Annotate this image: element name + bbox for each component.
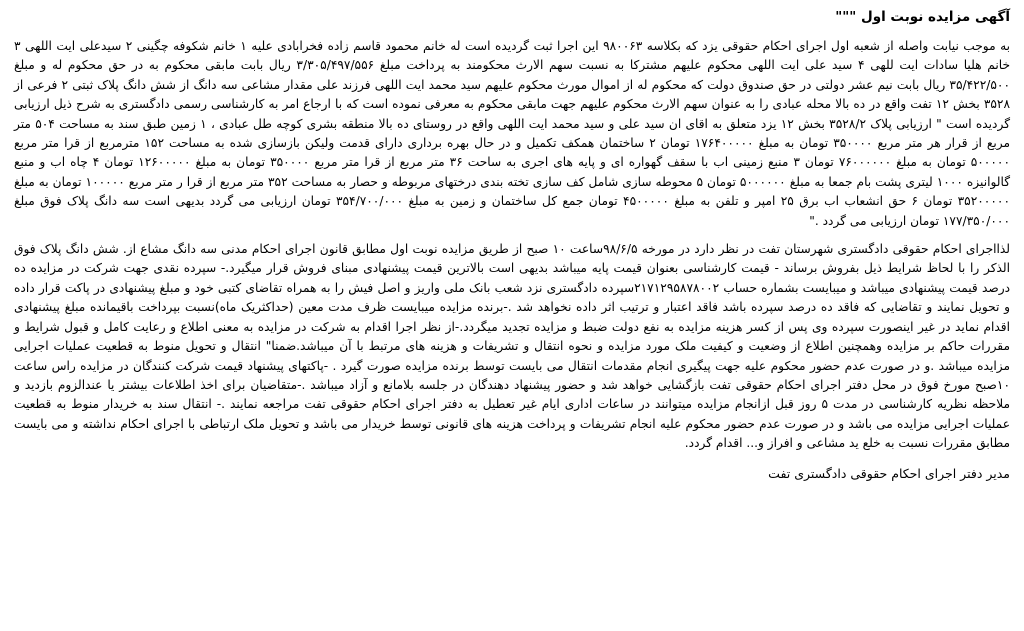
notice-title: آگهی مزایده نوبت اول """ [835, 9, 1010, 25]
notice-signature: مدیر دفتر اجرای احکام حقوقی دادگستری تفت [768, 465, 1010, 481]
notice-paragraph-case-details: به موجب نیابت واصله از شعبه اول اجرای احکام حقوقی یزد که بکلاسه ۹۸۰۰۶۳ این اجرا ثبت گردیده است له خانم محمود قاسم زاده فخرابادی علیه ۱ خانم شکوفه چگینی ۲ سیدعلی ایت اللهی ۳ خانم هلیا سادات ایت للهی ۴ سید علی ایت اللهی محکوم علیهم مشترکا به نسبت سهم الارث محکومند به پرداخت مبلغ ۳/۳۰۵/۴۹۷/۵۵۶ ریال بابت مابقی محکوم به در حق محکوم له و مبلغ ۳۵/۴۲۲/۵۰۰ ریال بابت نیم عشر دولتی در حق صندوق دولت که محکوم له از اموال مورث محکوم علیهم سید محمد ایت اللهی فرزند علی مقدار مشاعی سه دانگ از شش دانگ پلاک ثبتی ۲ فرعی از ۳۵۲۸ بخش ۱۲ تفت واقع در ده بالا محله عبادی را به عنوان سهم الارث محکوم علیهم جهت مابقی محکوم به معرفی نموده است که با ارجاع امر به کارشناسی رسمی دادگستری به شرح ذیل ارزیابی گردیده است " ارزیابی پلاک ۳۵۲۸/۲ بخش ۱۲ یزد متعلق به اقای ان سید علی و سید محمد ایت اللهی واقع در روستای ده بالا منطقه بشری کوچه طل عبادی ، ۱ زمین طبق سند به مساحت ۵۰۴ متر مربع از قرار هر متر مربع ۳۵۰۰۰۰ تومان به مبلغ ۱۷۶۴۰۰۰۰۰ تومان ۲ ساختمان همکف تکمیل و در حال بهره برداری دارای قدمت ولیکن بازسازی شده به مساحت ۱۵۲ مترمربع از قرا متر مربع ۵۰۰۰۰۰ تومان به مبلغ ۷۶۰۰۰۰۰۰ تومان ۳ منبع زمینی اب با سقف گهواره ای و پایه های اجری به ساحت ۳۶ متر مربع از قرا متر مربع ۳۵۰۰۰۰ تومان به مبلغ ۱۲۶۰۰۰۰۰ تومان ۴ چاه اب و منبع گالوانیزه ۱۰۰۰ لیتری پشت بام جمعا به مبلغ ۵۰۰۰۰۰۰ تومان ۵ محوطه سازی شامل کف سازی تخته بندی درختهای مربوطه و حصار به مساحت ۳۵۲ متر مربع از قرا ر متر مربع ۱۰۰۰۰۰ تومان به مبلغ ۳۵۲۰۰۰۰۰ تومان ۶ حق انشعاب اب برق ۲۵ امپر و تلفن به مبلغ ۴۵۰۰۰۰۰ تومان جمع کل ساختمان و زمین به مبلغ ۳۵۴/۷۰۰/۰۰۰ تومان ارزیابی می گردد بدیهی است سه دانگ پلاک فوق مبلغ ۱۷۷/۳۵۰/۰۰۰ تومان ارزیابی می گردد ." [14, 39, 1011, 228]
notice-paragraph-auction-terms: لذااجرای احکام حقوقی دادگستری شهرستان تفت در نظر دارد در مورخه ۹۸/۶/۵ساعت ۱۰ صبح از طریق مزایده نوبت اول مطابق قانون اجرای احکام مدنی سه دانگ مشاع از. شش دانگ پلاک فوق الذکر را با لحاظ شرایط ذیل بفروش برساند - قیمت کارشناسی بعنوان قیمت پایه میباشد بدیهی است بالاترین قیمت پیشنهادی مبنای فروش قرار میگیرد.- سپرده نقدی جهت شرکت در مزایده ده درصد قیمت پیشنهادی میباشد و میبایست بشماره حساب ۲۱۷۱۲۹۵۸۷۸۰۰۲سپرده دادگستری نزد شعب بانک ملی واریز و اصل فیش را به همراه تقاضای کتبی خود و مبلغ پیشنهادی در پاکت قرار داده و تحویل نمایند و تقاضایی که فاقد ده درصد سپرده باشد فاقد اعتبار و ترتیب اثر داده نخواهد شد .-برنده مزایده میبایست ظرف مدت معین (حداکثریک ماه)نسبت بپرداخت باقیمانده مبلغ پیشنهادی اقدام نماید در غیر اینصورت سپرده وی پس از کسر هزینه مزایده به نفع دولت ضبط و مزایده تجدید میگردد.-از نظر اجرا اقدام به شرکت در مزایده به معنی اطلاع و رعایت کامل و قبول شرایط و مقررات حاکم بر مزایده وهمچنین اطلاع از وضعیت و کیفیت ملک مورد مزایده و نحوه انتقال و تشریفات و هزینه های مرتبط با آن میباشد.ضمنا" انتقال و تحویل منوط به قطعیت عملیات اجرایی مزایده میباشد .و در صورت عدم حضور محکوم علیه جهت پیگیری انجام مقدمات انتقال می بایست توسط برنده مزایده صورت گیرد . -پاکتهای پیشنهاد قیمت شرکت کنندگان در مزایده راس ساعت ۱۰صبح مورخ فوق در محل دفتر اجرای احکام حقوقی تفت بازگشایی خواهد شد و حضور پیشنهاد دهندگان در جلسه بلامانع و آزاد میباشد .-متقاضیان برای اخذ اطلاعات بیشتر یا عندالزوم بازدید و ملاحظه نظریه کارشناسی در مدت ۵ روز قبل ازانجام مزایده میتوانند در ساعات اداری ایام غیر تعطیل به دفتر اجرای احکام حقوقی تفت مراجعه نمایند .- انتقال سند به خریدار منوط به قطعیت عملیات اجرایی مزایده می باشد و در صورت عدم حضور محکوم علیه انجام تشریفات و پرداخت هزینه های قانونی توسط خریدار می باشد و تحویل ملک ارتباطی با اجرای احکام نداشته و می بایست مطابق مقررات نسبت به خلع ید مشاعی و افراز و... اقدام گردد. [14, 242, 1011, 451]
